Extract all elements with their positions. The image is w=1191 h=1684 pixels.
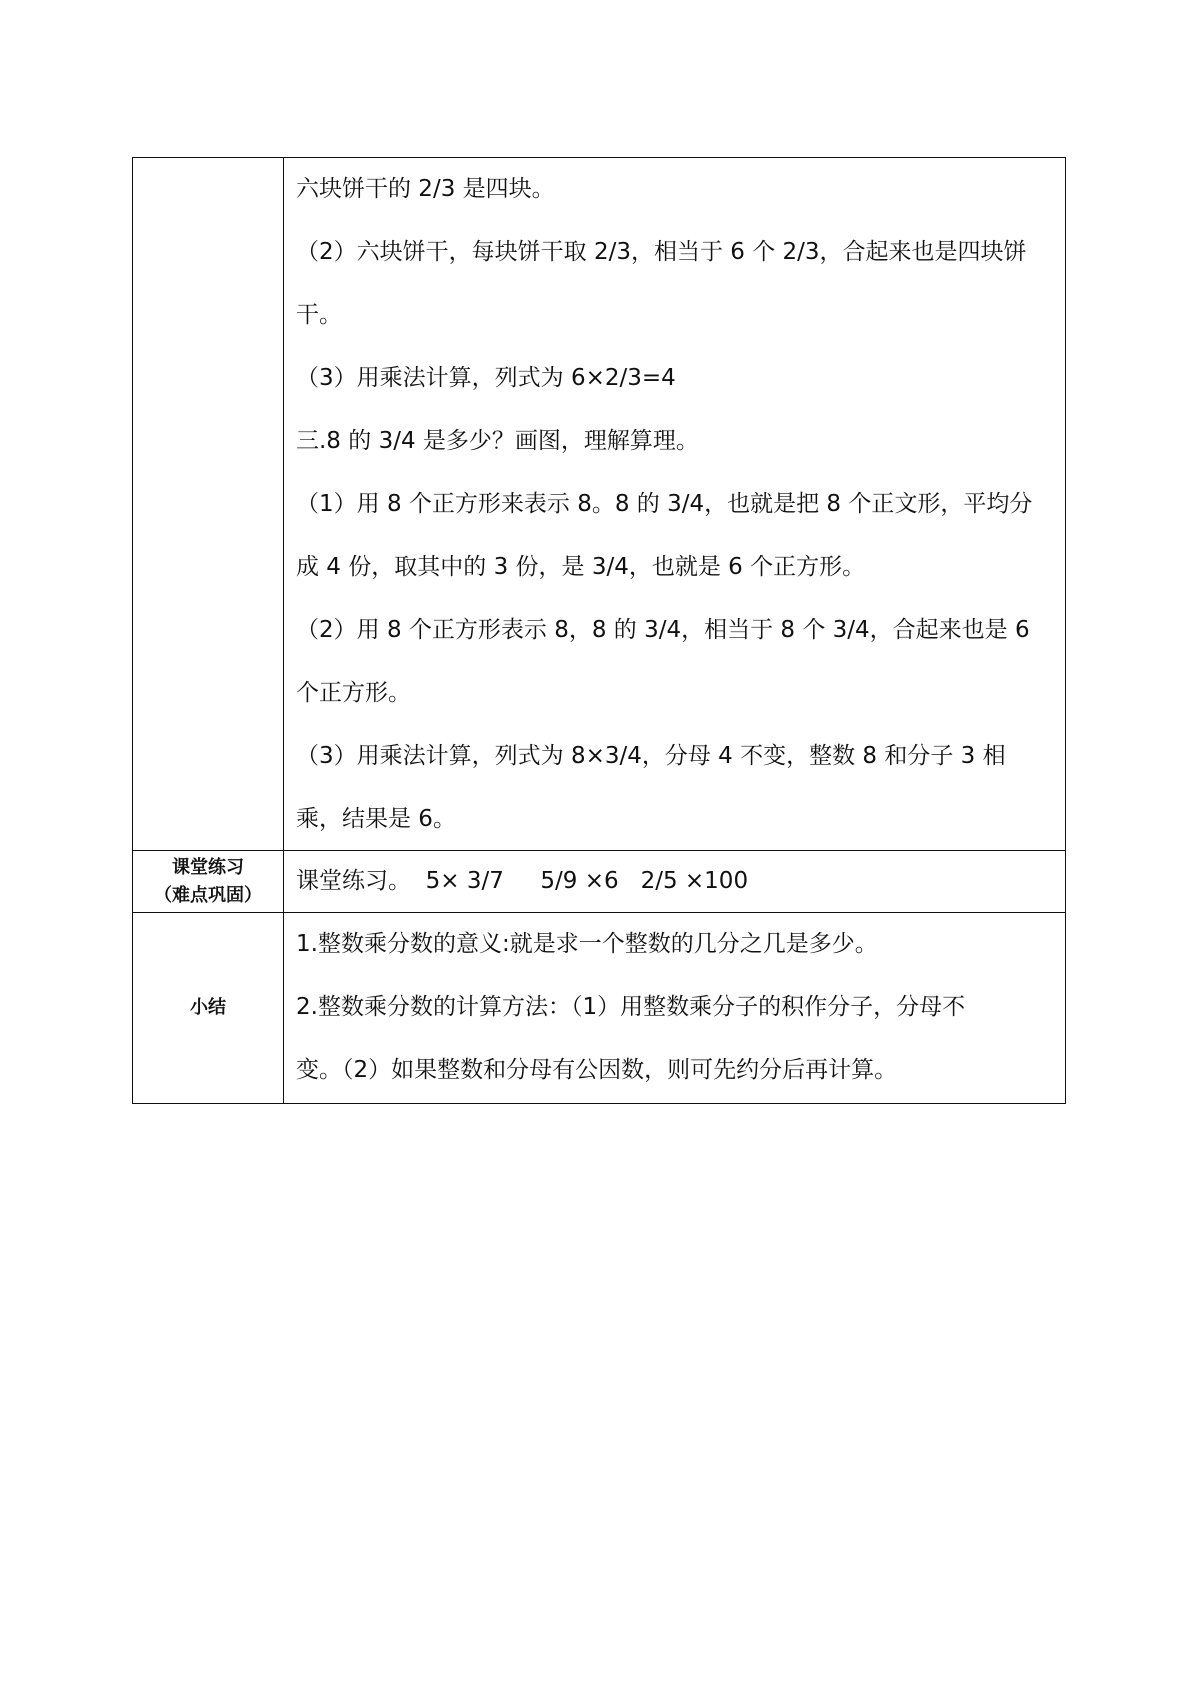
content-line: 课堂练习。 5× 3/7 5/9 ×6 2/5 ×100: [296, 868, 749, 894]
table-row: [133, 158, 1066, 851]
content-line: （2）用 8 个正方形表示 8，8 的 3/4，相当于 8 个 3/4，合起来也是 6: [296, 617, 1030, 643]
row-content: [284, 913, 1066, 1104]
table-row: [133, 913, 1066, 1104]
row-label: [133, 851, 284, 913]
row-label: 小结: [133, 913, 284, 1104]
content-line: 1.整数乘分数的意义:就是求一个整数的几分之几是多少。: [296, 931, 878, 957]
content-line: 成 4 份，取其中的 3 份，是 3/4，也就是 6 个正方形。: [296, 554, 866, 580]
row-content: [284, 158, 1066, 851]
content-line: 六块饼干的 2/3 是四块。: [296, 176, 555, 202]
lesson-plan-table: [132, 157, 1066, 1104]
content-line: 变。（2）如果整数和分母有公因数，则可先约分后再计算。: [296, 1057, 898, 1083]
content-line: 2.整数乘分数的计算方法：（1）用整数乘分子的积作分子，分母不: [296, 994, 966, 1020]
row-content: [284, 851, 1066, 913]
content-line: 个正方形。: [296, 680, 411, 706]
content-line: 干。: [296, 302, 342, 328]
table-row: [133, 851, 1066, 913]
content-line: （3）用乘法计算，列式为 8×3/4，分母 4 不变，整数 8 和分子 3 相: [296, 743, 1006, 769]
row-label: [133, 158, 284, 851]
row-label-line: （难点巩固）: [154, 884, 262, 906]
content-line: （2）六块饼干，每块饼干取 2/3，相当于 6 个 2/3，合起来也是四块饼: [296, 239, 1027, 265]
content-line: 乘，结果是 6。: [296, 806, 456, 832]
row-label-line: 课堂练习: [172, 856, 244, 878]
content-line: （1）用 8 个正方形来表示 8。8 的 3/4，也就是把 8 个正文形，平均分: [296, 491, 1033, 517]
content-line: 三.8 的 3/4 是多少？画图，理解算理。: [296, 428, 699, 454]
content-line: （3）用乘法计算，列式为 6×2/3=4: [296, 365, 676, 391]
